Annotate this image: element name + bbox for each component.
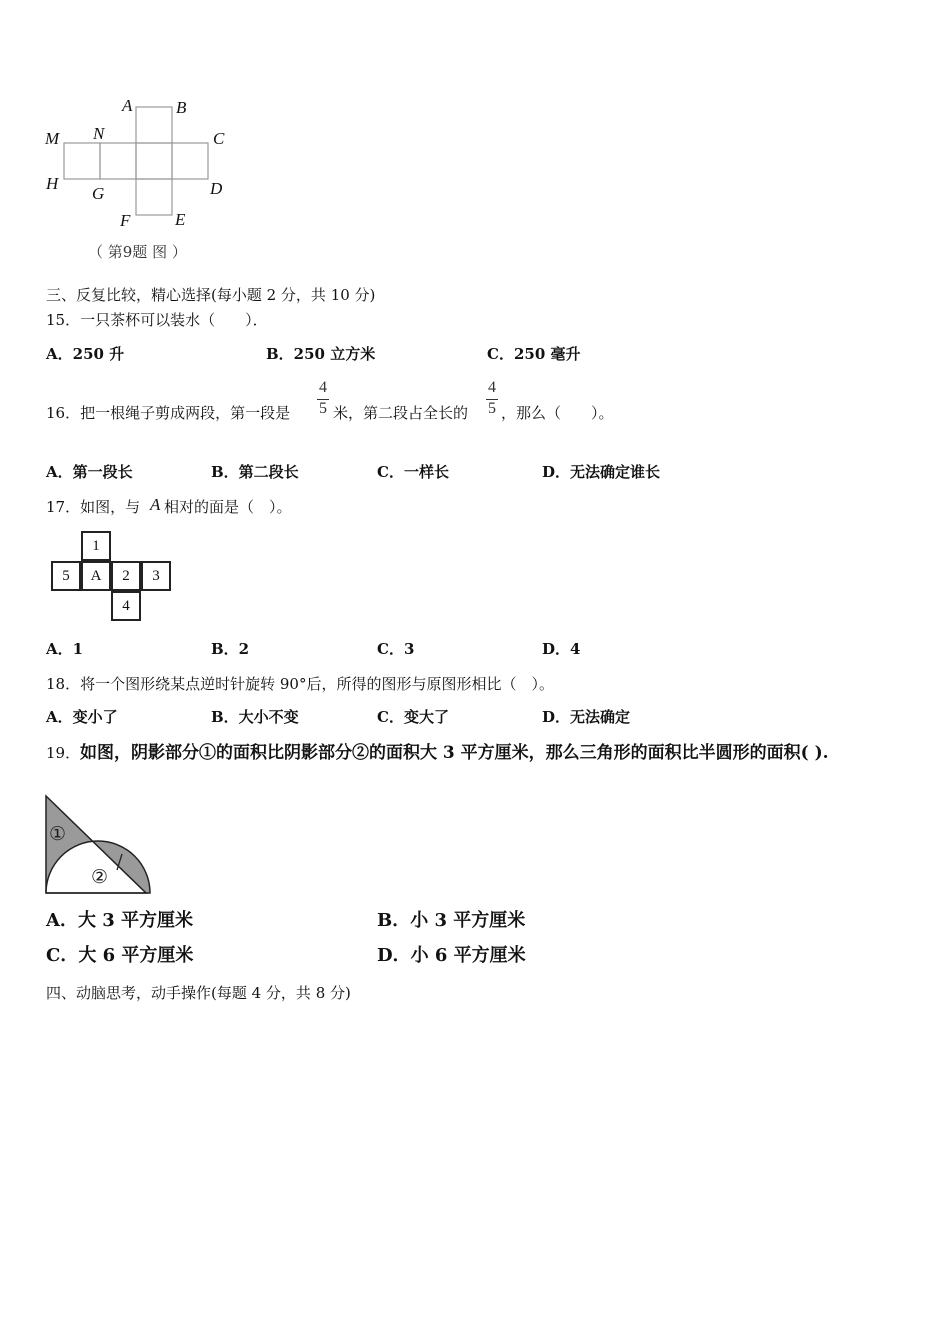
net-cell-left: 5 — [51, 561, 81, 591]
question-15: 15．一只茶杯可以装水（ ）． — [46, 311, 268, 329]
q19-option-b[interactable]: B．小 3 平方厘米 — [377, 910, 526, 931]
label-a: A — [122, 96, 133, 115]
label-d: D — [210, 179, 223, 198]
region-2-label: ② — [91, 866, 109, 888]
label-c: C — [213, 129, 225, 148]
figure-9-caption: （ 第9题 图 ） — [88, 243, 187, 261]
q19-number: 19． — [46, 744, 81, 762]
net-cell-center: A — [81, 561, 111, 591]
net-cell-bottom: 4 — [111, 591, 141, 621]
q17-option-b[interactable]: B．2 — [211, 640, 250, 658]
label-m: M — [45, 129, 60, 148]
label-g: G — [92, 184, 105, 203]
cube-net-diagram — [40, 90, 240, 230]
label-h: H — [46, 174, 59, 193]
net-cell-right-2: 3 — [141, 561, 171, 591]
region-1-label: ① — [49, 823, 67, 845]
q16-fraction-1-numerator: 4 — [319, 379, 327, 396]
q16-text-part1: 16．把一根绳子剪成两段，第一段是 — [46, 404, 291, 422]
q17-text-part2: 相对的面是（ ）。 — [164, 498, 292, 516]
q19-stem: 如图，阴影部分①的面积比阴影部分②的面积大 3 平方厘米，那么三角形的面积比半圆形的面积( ). — [80, 743, 829, 763]
q16-option-a[interactable]: A．第一段长 — [46, 463, 133, 481]
q18-option-c[interactable]: C．变大了 — [377, 708, 449, 726]
q17-option-c[interactable]: C．3 — [377, 640, 415, 658]
q19-option-c[interactable]: C．大 6 平方厘米 — [46, 945, 194, 966]
q16-fraction-2-numerator: 4 — [488, 379, 496, 396]
section-3-heading: 三、反复比较，精心选择(每小题 2 分，共 10 分) — [46, 286, 376, 304]
q17-option-a[interactable]: A．1 — [46, 640, 84, 658]
question-18: 18．将一个图形绕某点逆时针旋转 90°后，所得的图形与原图形相比（ ）。 — [46, 675, 554, 693]
q16-fraction-2-denominator: 5 — [488, 400, 496, 417]
q17-letter-a: A — [150, 495, 161, 514]
net-cell-right-1: 2 — [111, 561, 141, 591]
q18-option-b[interactable]: B．大小不变 — [211, 708, 299, 726]
section-4-heading: 四、动脑思考，动手操作(每题 4 分，共 8 分) — [46, 984, 351, 1002]
q19-option-a[interactable]: A．大 3 平方厘米 — [46, 910, 194, 931]
q19-option-d[interactable]: D．小 6 平方厘米 — [377, 945, 526, 966]
q15-option-c[interactable]: C．250 毫升 — [487, 345, 581, 363]
label-e: E — [175, 210, 186, 229]
q17-option-d[interactable]: D．4 — [542, 640, 581, 658]
label-b: B — [176, 98, 187, 117]
label-n: N — [93, 124, 105, 143]
q18-option-a[interactable]: A．变小了 — [46, 708, 118, 726]
q15-option-a[interactable]: A．250 升 — [46, 345, 125, 363]
q15-option-b[interactable]: B．250 立方米 — [266, 345, 376, 363]
net-cell-top: 1 — [81, 531, 111, 561]
q16-option-d[interactable]: D．无法确定谁长 — [542, 463, 661, 481]
q16-text-part3: ，那么（ ）。 — [501, 404, 614, 422]
q16-option-c[interactable]: C．一样长 — [377, 463, 449, 481]
q16-text-part2: 米，第二段占全长的 — [333, 404, 469, 422]
q16-option-b[interactable]: B．第二段长 — [211, 463, 299, 481]
q17-text-part1: 17．如图，与 — [46, 498, 141, 516]
label-f: F — [120, 211, 131, 230]
q18-option-d[interactable]: D．无法确定 — [542, 708, 631, 726]
q16-fraction-1-denominator: 5 — [319, 400, 327, 417]
